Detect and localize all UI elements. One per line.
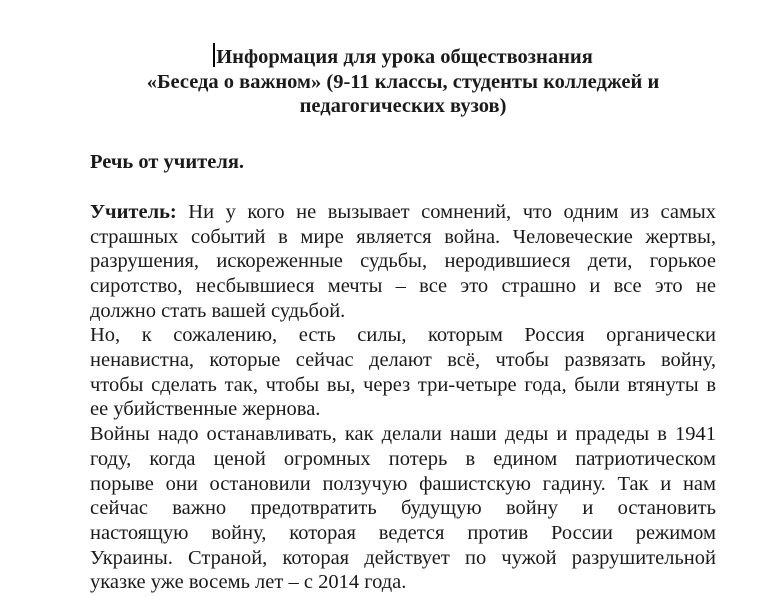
document-title-line: «Беседа о важном» (9-11 классы, студенты колледжей и xyxy=(146,70,660,93)
text-line xyxy=(90,200,716,225)
text-line: Войны надо останавливать, как делали наши деды и прадеды в 1941 xyxy=(90,423,716,446)
text-line: сейчас важно предотвратить будущую войну и остановить xyxy=(90,497,716,520)
section-heading: Речь от учителя. xyxy=(90,151,245,174)
text-line: разрушения, искореженные судьбы, неродившиеся дети, горькое xyxy=(90,250,716,273)
text-line: порыве они остановили ползучую фашистскую гадину. Так и нам xyxy=(90,472,716,495)
document-title-text: Информация для урока обществознания xyxy=(216,46,593,68)
text-line: ее убийственные жернова. xyxy=(90,398,321,421)
text-line-text: Ни у кого не вызывает сомнений, что одним из самых xyxy=(176,200,716,223)
text-line: сиротство, несбывшиеся мечты – все это страшно и все это не xyxy=(90,274,716,297)
document-title-line: педагогических вузов) xyxy=(299,95,507,118)
text-line: страшных событий в мире является война. Человеческие жертвы, xyxy=(90,225,716,248)
text-line: Украины. Страной, которая действует по чужой разрушительной xyxy=(90,546,716,569)
text-line: Но, к сожалению, есть силы, которым Россия органически xyxy=(90,324,716,347)
teacher-label: Учитель: xyxy=(90,200,177,223)
text-line: году, когда ценой огромных потерь в едином патриотическом xyxy=(90,447,716,470)
text-line: настоящую войну, которая ведется против России режимом xyxy=(90,521,716,544)
text-cursor-caret xyxy=(213,43,215,67)
document-title-line xyxy=(90,43,716,70)
text-line: чтобы сделать так, чтобы вы, через три-четыре года, были втянуты в xyxy=(90,373,716,396)
text-line: указке уже восемь лет – с 2014 года. xyxy=(90,571,407,594)
paragraph xyxy=(90,422,716,595)
document-area[interactable] xyxy=(90,43,716,595)
text-line: должно стать вашей судьбой. xyxy=(90,299,346,322)
paragraph xyxy=(90,200,716,324)
text-line: ненавистна, которые сейчас делают всё, чтобы развязать войну, xyxy=(90,349,716,372)
paragraph xyxy=(90,323,716,422)
